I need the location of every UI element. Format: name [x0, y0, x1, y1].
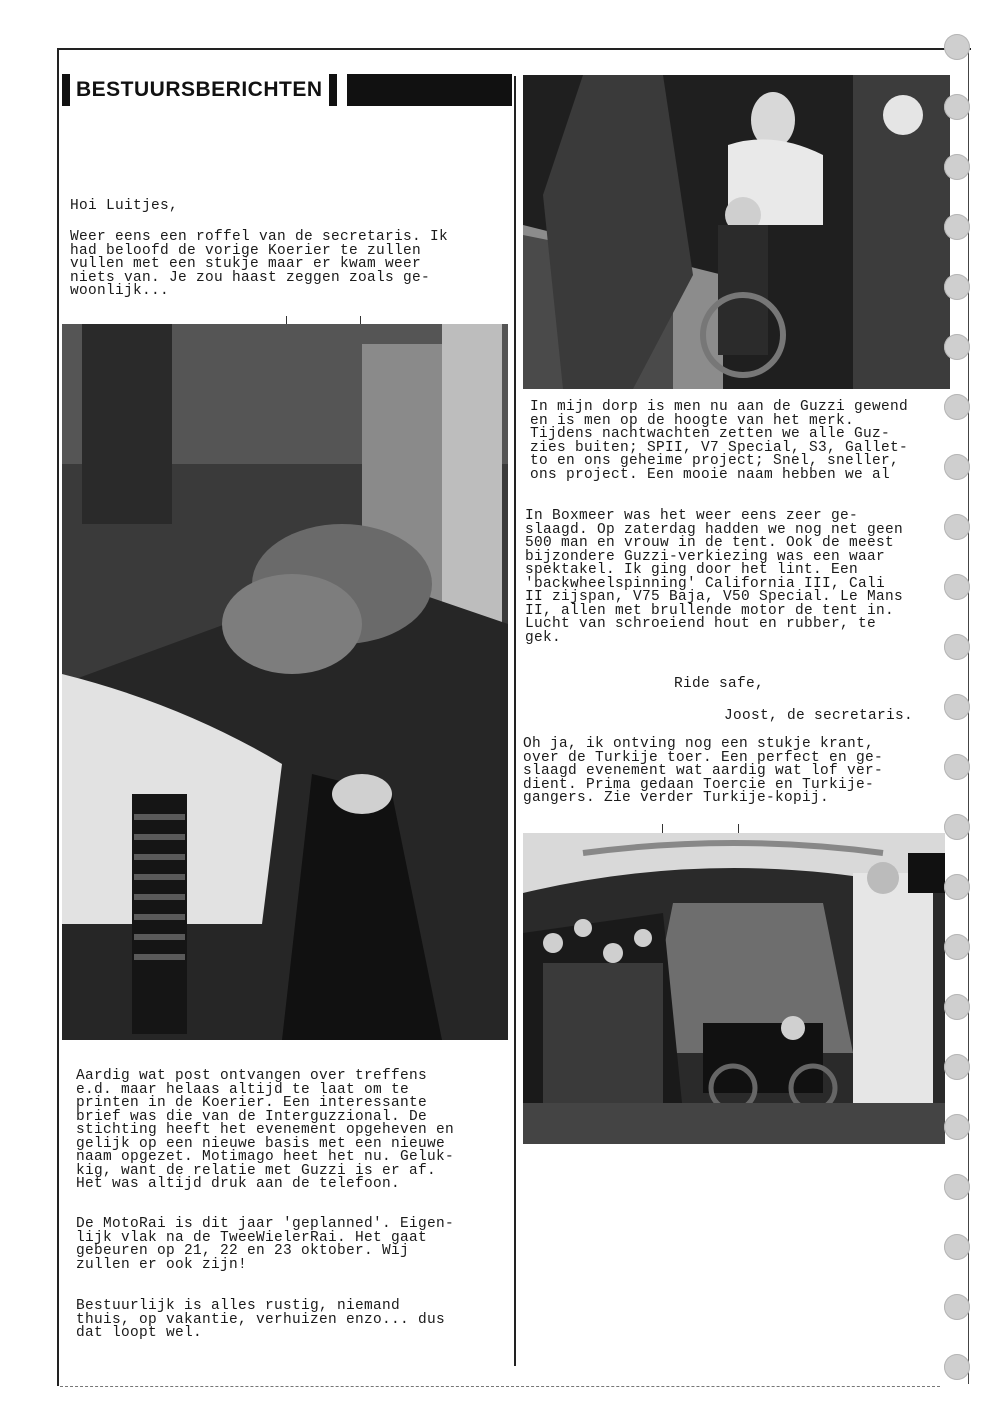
binder-hole [944, 454, 970, 480]
binder-hole [944, 1294, 970, 1320]
right-paragraph-3: Oh ja, ik ontving nog een stukje krant, over de Turkije toer. Een perfect en ge- slaagd evenement wat aardig wat lof ver- dient. Prima gedaan Toercie en Turkije- gangers. Zie verder Turkije-kopij. [523, 736, 884, 806]
section-title: BESTUURSBERICHTEN [76, 78, 323, 101]
photo-crowd-graphic [523, 833, 945, 1144]
signature: Joost, de secretaris. [724, 708, 914, 724]
binder-hole [944, 814, 970, 840]
photo-motorcycle-engine [62, 324, 508, 1040]
binder-hole [944, 934, 970, 960]
column-divider [514, 76, 516, 1366]
binder-hole [944, 634, 970, 660]
binder-hole [944, 154, 970, 180]
binder-hole [944, 274, 970, 300]
binder-hole [944, 514, 970, 540]
photo-engine-graphic [62, 324, 508, 1040]
header-bar-right [347, 74, 512, 106]
binder-holes [944, 30, 974, 1402]
binder-hole [944, 34, 970, 60]
header-bar-mid [329, 74, 337, 106]
left-paragraph-4: Bestuurlijk is alles rustig, niemand thuis, op vakantie, verhuizen enzo... dus dat loopt wel. [76, 1298, 446, 1341]
greeting: Hoi Luitjes, [70, 198, 179, 214]
photo-rider-on-motorcycle [523, 75, 950, 389]
binder-hole [944, 1054, 970, 1080]
closing-line: Ride safe, [674, 676, 765, 692]
right-paragraph-2: In Boxmeer was het weer eens zeer ge- slaagd. Op zaterdag hadden we nog net geen 500 man en vrouw in de tent. Ook de meest bijzondere Guzzi-verkiezing was een waar spektakel. Ik ging door het lint. Een 'backwheelspinning' California III, Cali II zijspan, V75 Baja, V50 Special. Le Mans II, allen met brullende motor de tent in. Lucht van schroeiend hout en rubber, te gek. [525, 508, 904, 646]
binder-hole [944, 694, 970, 720]
binder-hole [944, 754, 970, 780]
binder-hole [944, 874, 970, 900]
binder-hole [944, 574, 970, 600]
left-paragraph-3: De MotoRai is dit jaar 'geplanned'. Eigen- lijk vlak na de TweeWielerRai. Het gaat gebeuren op 21, 22 en 23 oktober. Wij zullen er ook zijn! [76, 1216, 455, 1273]
binder-hole [944, 214, 970, 240]
binder-hole [944, 334, 970, 360]
bottom-rule [60, 1386, 940, 1387]
binder-hole [944, 1114, 970, 1140]
photo-tent-crowd [523, 833, 945, 1144]
section-header [62, 74, 512, 106]
binder-hole [944, 94, 970, 120]
left-paragraph-1: Weer eens een roffel van de secretaris. Ik had beloofd de vorige Koerier te zullen vullen met een stukje maar er kwam weer niets van. Je zou haast zeggen zoals ge- woonlijk... [70, 229, 449, 299]
right-paragraph-1: In mijn dorp is men nu aan de Guzzi gewend en is men op de hoogte van het merk. Tijdens nachtwachten zetten we alle Guz- zies buiten; SPII, V7 Special, S3, Gallet- to en ons geheime project; Snel, sneller, ons project. Een mooie naam hebben we al [530, 399, 909, 483]
binder-hole [944, 1174, 970, 1200]
binder-hole [944, 1354, 970, 1380]
left-paragraph-2: Aardig wat post ontvangen over treffens e.d. maar helaas altijd te laat om te printen in de Koerier. Een interessante brief was die van de Interguzzional. De stichting heeft het evenement opgeheven en gelijk op een nieuwe basis met een nieuwe naam opgezet. Motimago heet het nu. Geluk- kig, want de relatie met Guzzi is er af. Het was altijd druk aan de telefoon. [76, 1068, 455, 1192]
binder-hole [944, 394, 970, 420]
binder-hole [944, 994, 970, 1020]
header-bar-left [62, 74, 70, 106]
photo-rider-graphic [523, 75, 950, 389]
binder-hole [944, 1234, 970, 1260]
